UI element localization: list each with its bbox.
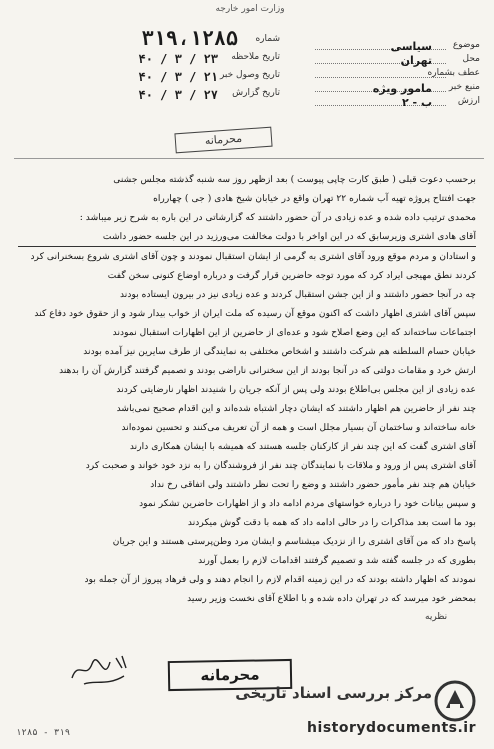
received-value: ۲۱ / ۳ / ۴۰ <box>138 70 218 84</box>
source-row <box>315 82 480 96</box>
body-line: چند نفر از حاضرین هم اظهار داشتند که ایشان دچار اشتباه شده‌اند و این اقدام صحیح نمی‌باشد <box>116 403 476 414</box>
archive-logo-icon <box>434 680 476 722</box>
source-label: منبع خبر <box>448 82 480 92</box>
report-value: ۲۷ / ۳ / ۴۰ <box>138 88 218 102</box>
meta-left-block <box>60 26 280 106</box>
received-label: تاریخ وصول خبر <box>219 70 280 80</box>
body-line: برحسب دعوت قبلی ( طبق کارت چاپی پیوست ) بعد ازظهر روز سه شنبه گذشته مجلس جشنی <box>113 174 476 185</box>
subject-label: موضوع <box>452 40 480 50</box>
confidential-stamp-top: محرمانه <box>174 127 272 154</box>
body-line: ارتش خرد و مقامات دولتی که در آنجا بودند از این سخنرانی ناراضی بودند و تصمیم گرفتند گزارش آن را بدهند <box>59 365 476 376</box>
separator-line <box>14 158 484 159</box>
body-line: نمودند که اظهار داشته بودند که در این زمینه اقدام لازم را انجام دهند و ولی فرهاد پیروز از آن جمله بود <box>84 574 476 585</box>
reference-row <box>315 68 480 82</box>
body-line: چه در آنجا حضور داشتند و از این جشن استقبال کردند و عده زیادی نیز در بیرون ایستاده بودند <box>119 289 476 300</box>
archive-url: historydocuments.ir <box>307 720 476 736</box>
meta-right-block <box>315 40 480 110</box>
confidential-stamp-bottom: محرمانه <box>168 659 293 691</box>
grade-value: ب - ۲ <box>402 96 432 109</box>
body-line: کردند نطق مهیجی ایراد کرد که مورد توجه حاضرین قرار گرفت و درباره اوضاع کنونی سخن گفت <box>107 270 476 281</box>
body-line: خیابان حسام السلطنه هم شرکت داشتند و اشخاص مختلفی به نمایندگی از طرف سایرین نیز آمده بودند <box>83 346 476 357</box>
report-row <box>60 88 280 106</box>
dotted-line <box>315 77 446 78</box>
number-row <box>60 26 280 52</box>
grade-label: ارزش <box>457 96 480 106</box>
body-line: خیابان هم چند نفر مأمور حضور داشتند و وضع را تحت نظر داشتند ولی اتفاقی رخ نداد <box>150 479 476 490</box>
body-line: سپس آقای اشتری اظهار داشت که اکنون موقع آن رسیده که ملت ایران از خواب بیدار شود و از حقوق خود دفاع کند <box>34 308 476 319</box>
body-line: آقای اشتری گفت که این چند نفر از کارکنان جلسه هستند که همیشه با ایشان همکاری دارند <box>129 441 476 452</box>
body-line: محمدی ترتیب داده شده و عده زیادی در آن حضور داشتند که گزارشاتی در این باره به شرح زیر میباشد : <box>79 212 476 223</box>
body-line: و سپس بیانات خود را درباره خواستهای مردم ادامه داد و از اظهارات حاضرین تشکر نمود <box>139 498 476 509</box>
body-line: آقای هادی اشتری وزیرسابق که در این اواخر با دولت مخالفت می‌ورزید در این جلسه حضور داشت <box>18 227 476 247</box>
source-value: مامور ویژه <box>372 82 432 95</box>
body-line: بمحضر خود میرسد که در تهران داده شده و با اطلاع آقای نخست وزیر رسید <box>187 593 476 604</box>
date-value: ۲۳ / ۳ / ۴۰ <box>138 52 218 66</box>
subject-value: سیاسی <box>390 40 432 53</box>
place-value: تهران <box>400 54 432 67</box>
date-label: تاریخ ملاحظه <box>231 52 280 62</box>
archive-code: ۱۲۸۵ - ۳۱۹ <box>16 728 71 738</box>
subject-row <box>315 40 480 54</box>
body-line: و استادان و مردم موقع ورود آقای اشتری به گرمی از ایشان استقبال نمودند و چون آقای اشتری شروع بسخنرانی کرد <box>30 251 476 262</box>
handwritten-signature <box>64 650 134 690</box>
opinion-label: نظریه <box>425 612 448 622</box>
number-label: شماره <box>255 34 280 44</box>
archive-watermark <box>235 676 480 746</box>
body-line: بطوری که در جلسه گفته شد و تصمیم گرفتند اقدامات لازم را بعمل آورند <box>198 555 476 566</box>
body-line: عده زیادی از این مجلس بی‌اطلاع بودند ولی پس از آنکه جریان را شنیدند اظهار نارضایتی کردند <box>116 384 476 395</box>
body-line: آقای اشتری پس از ورود و ملاقات با نمایندگان چند نفر از فروشندگان را به نزد خود خواند و صحبت کرد <box>85 460 476 471</box>
body-line: پاسخ داد که من آقای اشتری را از نزدیک میشناسم و ایشان مرد وطن‌پرستی هستند و این جریان <box>112 536 476 547</box>
letterhead: وزارت امور خارجه <box>215 4 285 14</box>
date-row <box>60 52 280 70</box>
place-row <box>315 54 480 68</box>
body-line: اجتماعات ساخته‌اند که این وضع اصلاح شود و عده‌ای از حاضرین از این اظهارات استقبال نمودند <box>112 327 476 338</box>
grade-row <box>315 96 480 110</box>
received-row <box>60 70 280 88</box>
body-line: جهت افتتاح پروژه تهیه آب شماره ۲۲ تهران واقع در خیابان شیخ هادی ( جی ) چهارراه <box>153 193 476 204</box>
place-label: محل <box>462 54 480 64</box>
archive-title: مرکز بررسی اسناد تاریخی <box>235 684 432 702</box>
document-number: ۳۱۹،۱۲۸۵ <box>141 26 238 50</box>
report-label: تاریخ گزارش <box>232 88 280 98</box>
report-body <box>18 170 476 608</box>
body-line: بود ما است بعد مذاکرات را در حالی ادامه داد که همه با دقت گوش میکردند <box>187 517 476 528</box>
reference-label: عطف بشماره <box>427 68 480 78</box>
body-line: خانه ساخته‌اند و ساختمان آن بسیار مجلل است و همه از آن تعریف می‌کنند و تحسین نموده‌اند <box>121 422 476 433</box>
